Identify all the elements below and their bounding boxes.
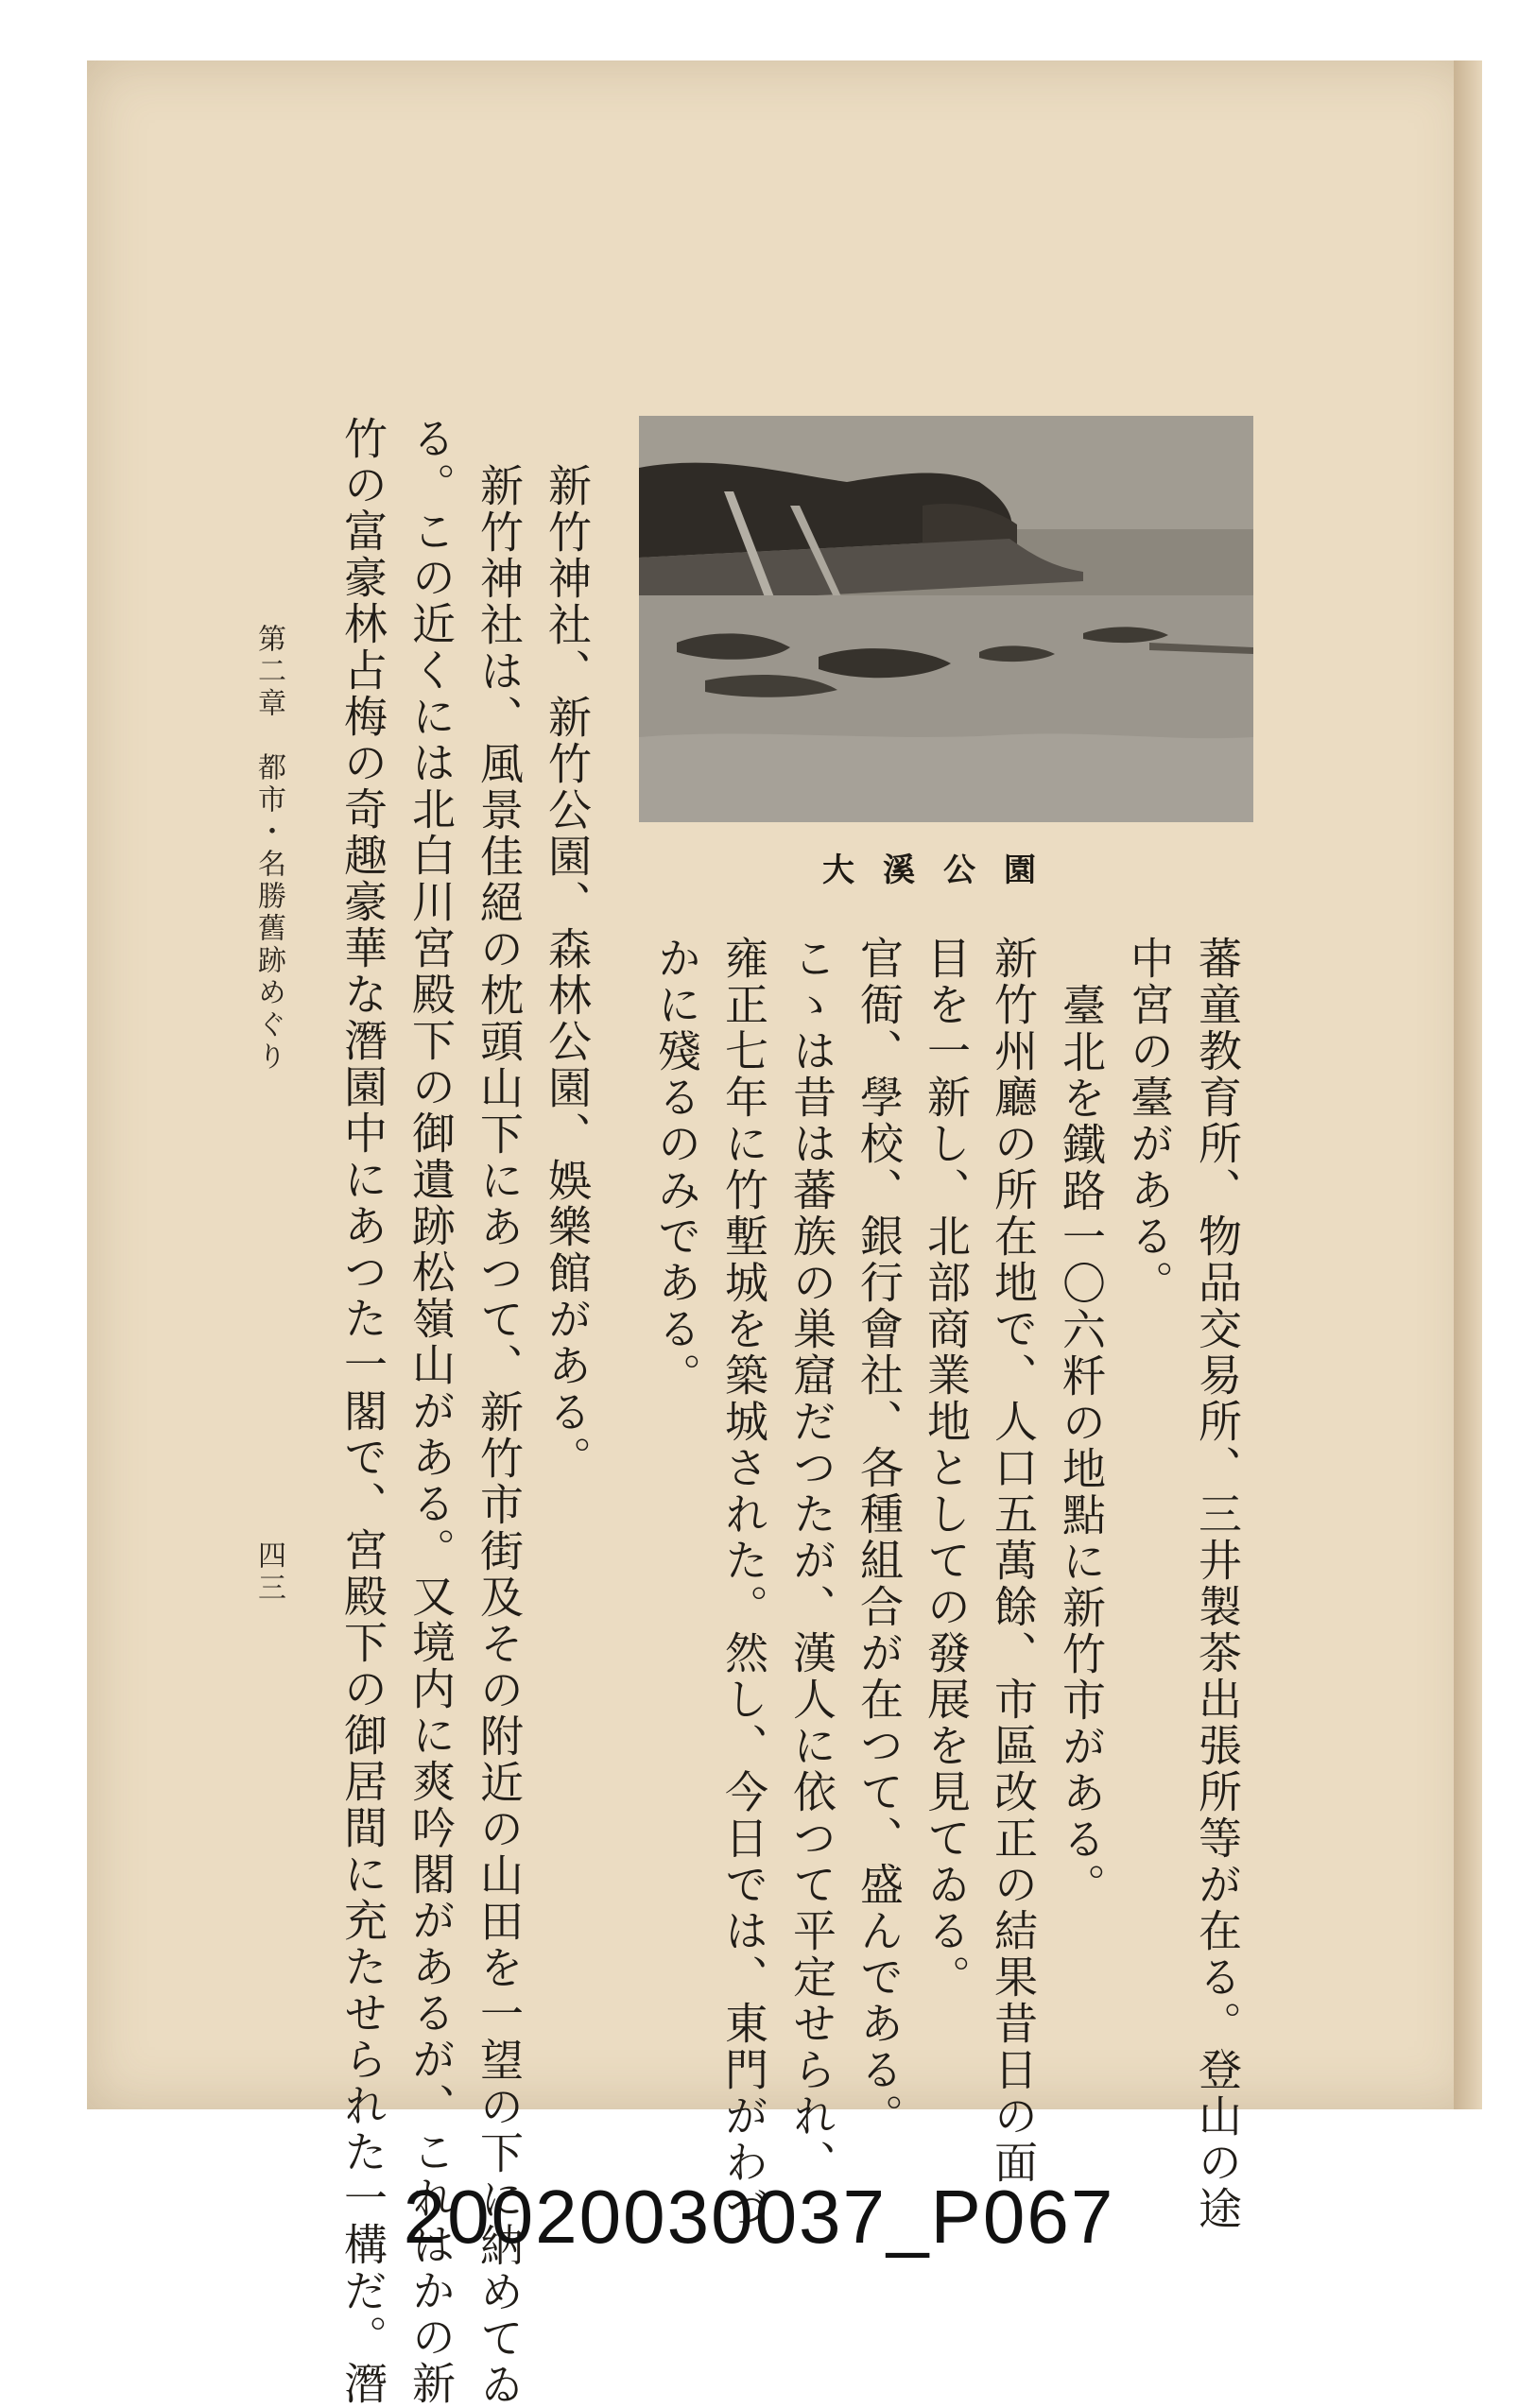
text-column-5: 目を一新し、北部商業地としての發展を見てゐる。 (921, 936, 972, 2001)
running-head: 第二章 都市・名勝舊跡めぐり (252, 624, 285, 1074)
park-photograph (639, 416, 1253, 822)
text-column-10: 新竹神社、新竹公園、森林公園、娛樂館がある。 (542, 463, 593, 1482)
text-column-1: 蕃童教育所、物品交易所、三井製茶出張所等が在る。登山の途 (1192, 936, 1243, 2232)
text-column-6: 官衙、學校、銀行會社、各種組合が在つて、盛んである。 (854, 936, 905, 2140)
text-column-11: 新竹神社は、風景佳絕の枕頭山下にあつて、新竹市街及その附近の山田を一望の下に納めてゐ (474, 463, 525, 2408)
book-page (87, 60, 1476, 2109)
text-column-13: 竹の富豪林占梅の奇趣豪華な潛園中にあつた一閣で、宮殿下の御居間に充たせられた一構だ。潛 (337, 416, 388, 2407)
text-column-2: 中宮の臺がある。 (1124, 936, 1175, 1306)
text-column-3: 臺北を鐵路一〇六粁の地點に新竹市がある。 (1056, 983, 1107, 1909)
text-column-12: る。この近くには北白川宮殿下の御遺跡松嶺山がある。又境内に爽吟閣があるが、これはかの新 (405, 416, 457, 2407)
text-column-9: かに殘るのみである。 (651, 936, 702, 1399)
text-column-8: 雍正七年に竹塹城を築城された。然し、今日では、東門がわづ (718, 936, 769, 2232)
text-column-7: こゝは昔は蕃族の巣窟だつたが、漢人に依つて平定せられ、 (786, 936, 837, 2186)
archive-id-label: 20020030037_P067 (403, 2175, 1115, 2259)
photo-caption: 大溪公園 (822, 851, 1064, 889)
text-column-4: 新竹州廳の所在地で、人口五萬餘、市區改正の結果昔日の面 (988, 936, 1039, 2186)
page-number: 四三 (252, 1540, 285, 1605)
next-page-edge (1454, 60, 1482, 2109)
